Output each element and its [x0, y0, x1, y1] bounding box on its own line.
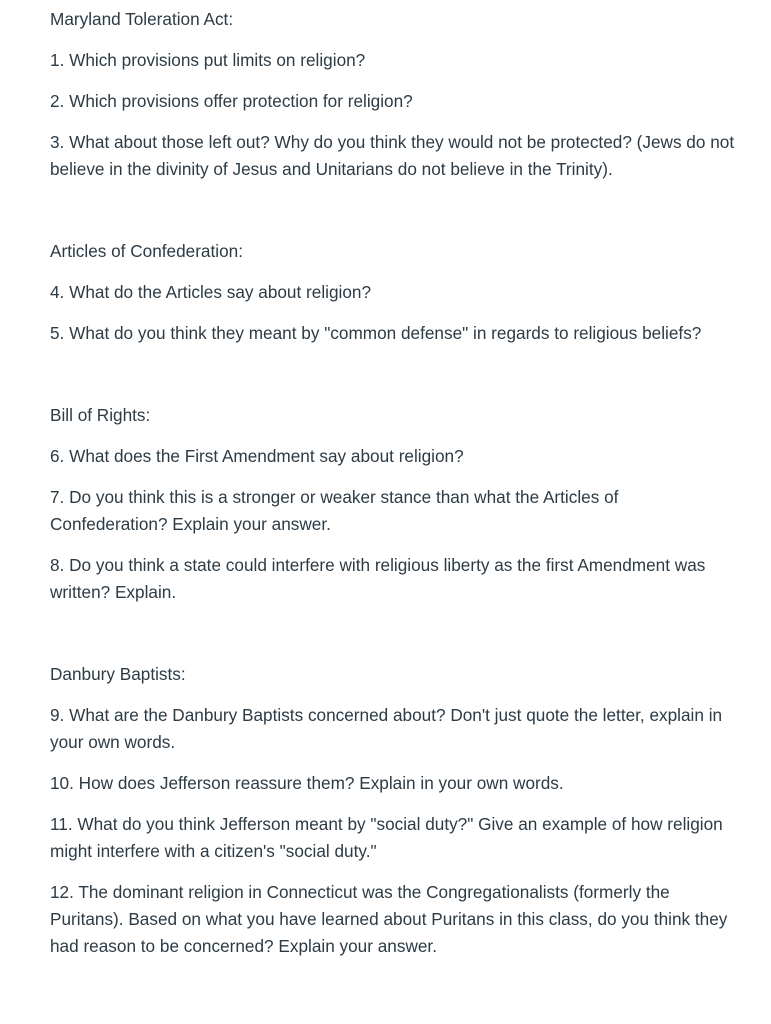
- section-maryland-toleration-act: [50, 6, 740, 183]
- section-spacer: [50, 197, 740, 238]
- question-5: 5. What do you think they meant by "common defense" in regards to religious beliefs?: [50, 323, 702, 343]
- question-2: 2. Which provisions offer protection for religion?: [50, 91, 413, 111]
- section-heading: Danbury Baptists:: [50, 664, 186, 684]
- section-spacer: [50, 361, 740, 402]
- question-7: 7. Do you think this is a stronger or weaker stance than what the Articles of Confederation? Explain your answer.: [50, 487, 619, 534]
- document-body: [50, 6, 740, 974]
- section-danbury-baptists: [50, 661, 740, 960]
- question-10: 10. How does Jefferson reassure them? Explain in your own words.: [50, 773, 564, 793]
- question-8: 8. Do you think a state could interfere with religious liberty as the first Amendment was written? Explain.: [50, 555, 706, 602]
- section-bill-of-rights: [50, 402, 740, 606]
- question-4: 4. What do the Articles say about religion?: [50, 282, 372, 302]
- question-9: 9. What are the Danbury Baptists concerned about? Don't just quote the letter, explain in your own words.: [50, 705, 723, 752]
- question-12: 12. The dominant religion in Connecticut was the Congregationalists (formerly the Puritans). Based on what you have learned about Puritans in this class, do you think they had reason to be concerned? Explain your answer.: [50, 882, 728, 956]
- section-heading: Articles of Confederation:: [50, 241, 243, 261]
- question-3: 3. What about those left out? Why do you think they would not be protected? (Jews do not believe in the divinity of Jesus and Unitarians do not believe in the Trinity).: [50, 132, 735, 179]
- question-1: 1. Which provisions put limits on religion?: [50, 50, 366, 70]
- section-heading: Bill of Rights:: [50, 405, 151, 425]
- section-articles-of-confederation: [50, 238, 740, 347]
- section-heading: Maryland Toleration Act:: [50, 9, 234, 29]
- question-11: 11. What do you think Jefferson meant by "social duty?" Give an example of how religion might interfere with a citizen's "social duty.": [50, 814, 723, 861]
- section-spacer: [50, 620, 740, 661]
- question-6: 6. What does the First Amendment say about religion?: [50, 446, 464, 466]
